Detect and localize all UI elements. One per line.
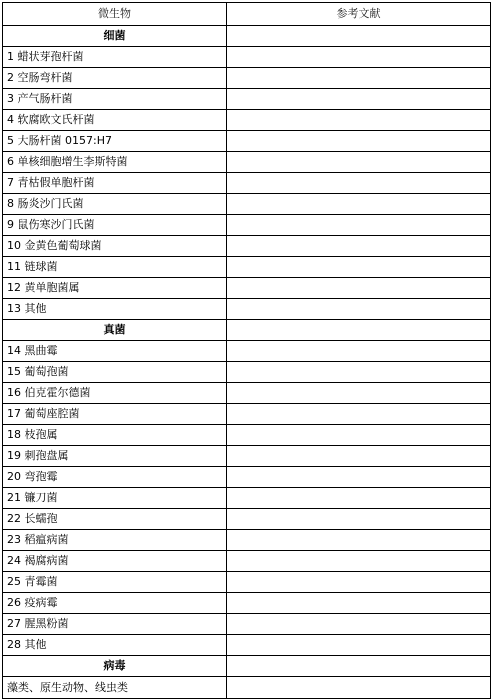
table-row (3, 383, 491, 404)
reference-cell (227, 383, 491, 404)
reference-cell (227, 593, 491, 614)
reference-cell (227, 467, 491, 488)
reference-cell (227, 425, 491, 446)
reference-cell (227, 68, 491, 89)
table-row (3, 89, 491, 110)
section-title-bacteria: 细菌 (3, 26, 227, 47)
microorganism-cell: 8 肠炎沙门氏菌 (3, 194, 227, 215)
table-row (3, 194, 491, 215)
reference-cell (227, 509, 491, 530)
reference-cell (227, 362, 491, 383)
table-row (3, 47, 491, 68)
table-row (3, 488, 491, 509)
section-row-viruses (3, 656, 491, 677)
microorganism-cell: 26 疫病霉 (3, 593, 227, 614)
microorganism-cell: 10 金黄色葡萄球菌 (3, 236, 227, 257)
reference-cell (227, 656, 491, 677)
table-row (3, 152, 491, 173)
reference-cell (227, 446, 491, 467)
reference-cell (227, 677, 491, 699)
table-row (3, 404, 491, 425)
header-microorganism: 微生物 (3, 3, 227, 26)
table-row (3, 341, 491, 362)
reference-cell (227, 572, 491, 593)
microorganism-cell: 28 其他 (3, 635, 227, 656)
microorganism-cell: 22 长蠕孢 (3, 509, 227, 530)
table-row (3, 131, 491, 152)
reference-cell (227, 26, 491, 47)
microorganism-cell: 16 伯克霍尔德菌 (3, 383, 227, 404)
reference-cell (227, 131, 491, 152)
section-title-viruses: 病毒 (3, 656, 227, 677)
microorganism-cell: 17 葡萄座腔菌 (3, 404, 227, 425)
table-row (3, 299, 491, 320)
table-row (3, 635, 491, 656)
microorganism-cell: 2 空肠弯杆菌 (3, 68, 227, 89)
reference-cell (227, 341, 491, 362)
reference-cell (227, 47, 491, 68)
reference-cell (227, 236, 491, 257)
microorganism-cell: 7 青枯假单胞杆菌 (3, 173, 227, 194)
microorganism-cell: 21 镰刀菌 (3, 488, 227, 509)
reference-cell (227, 152, 491, 173)
reference-cell (227, 110, 491, 131)
microorganism-cell: 14 黑曲霉 (3, 341, 227, 362)
section-row-fungi (3, 320, 491, 341)
table-row (3, 614, 491, 635)
table-row (3, 572, 491, 593)
reference-cell (227, 488, 491, 509)
reference-cell (227, 530, 491, 551)
microorganism-cell: 3 产气肠杆菌 (3, 89, 227, 110)
reference-cell (227, 320, 491, 341)
table-body (3, 26, 491, 699)
reference-cell (227, 614, 491, 635)
table-row (3, 173, 491, 194)
reference-cell (227, 278, 491, 299)
microorganism-cell: 1 蜡状芽孢杆菌 (3, 47, 227, 68)
header-references: 参考文献 (227, 3, 491, 26)
reference-cell (227, 404, 491, 425)
table-row (3, 530, 491, 551)
microorganism-cell: 6 单核细胞增生李斯特菌 (3, 152, 227, 173)
reference-cell (227, 194, 491, 215)
header-row (3, 3, 491, 26)
microorganism-cell: 19 刺孢盘属 (3, 446, 227, 467)
reference-cell (227, 635, 491, 656)
table-row (3, 467, 491, 488)
reference-cell (227, 299, 491, 320)
table-row (3, 278, 491, 299)
microorganism-cell: 5 大肠杆菌 0157:H7 (3, 131, 227, 152)
microorganism-cell: 9 鼠伤寒沙门氏菌 (3, 215, 227, 236)
microorganism-cell: 13 其他 (3, 299, 227, 320)
microorganism-cell: 4 软腐欧文氏杆菌 (3, 110, 227, 131)
table-row (3, 362, 491, 383)
microorganism-reference-table (2, 2, 491, 699)
table-row (3, 446, 491, 467)
reference-cell (227, 551, 491, 572)
microorganism-cell: 15 葡萄孢菌 (3, 362, 227, 383)
reference-cell (227, 257, 491, 278)
reference-cell (227, 215, 491, 236)
table-row (3, 509, 491, 530)
microorganism-cell: 20 弯孢霉 (3, 467, 227, 488)
table-row (3, 677, 491, 699)
section-row-bacteria (3, 26, 491, 47)
microorganism-cell: 18 枝孢属 (3, 425, 227, 446)
table-row (3, 257, 491, 278)
table-row (3, 236, 491, 257)
table-row (3, 551, 491, 572)
microorganism-cell: 12 黄单胞菌属 (3, 278, 227, 299)
table-row (3, 110, 491, 131)
table-row (3, 68, 491, 89)
table-row (3, 425, 491, 446)
microorganism-cell: 藻类、原生动物、线虫类 (3, 677, 227, 699)
reference-cell (227, 173, 491, 194)
microorganism-cell: 23 稻瘟病菌 (3, 530, 227, 551)
table-row (3, 215, 491, 236)
microorganism-cell: 11 链球菌 (3, 257, 227, 278)
section-title-fungi: 真菌 (3, 320, 227, 341)
microorganism-cell: 24 褐腐病菌 (3, 551, 227, 572)
table-row (3, 593, 491, 614)
microorganism-cell: 27 腥黑粉菌 (3, 614, 227, 635)
reference-cell (227, 89, 491, 110)
microorganism-cell: 25 青霉菌 (3, 572, 227, 593)
